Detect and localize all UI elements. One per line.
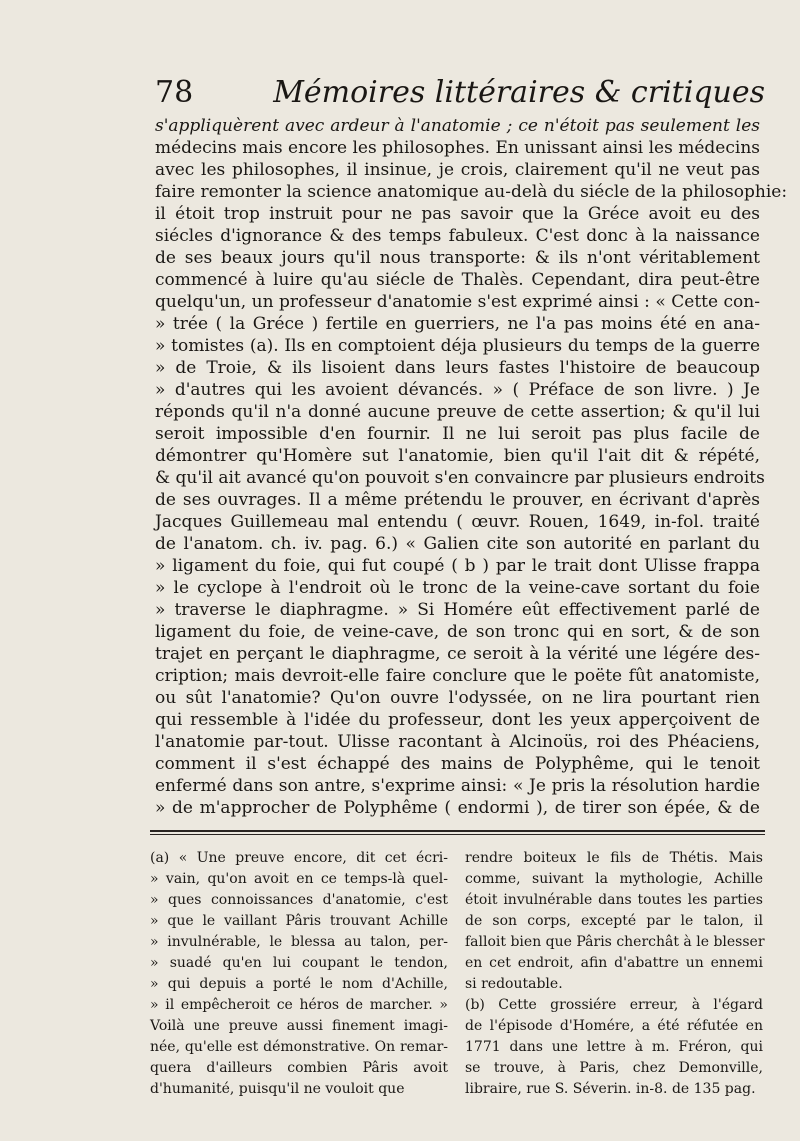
body-line: » trée ( la Gréce ) fertile en guerriers, ne l'a pas moins été en ana- (155, 314, 760, 334)
footnote-line: 1771 dans une lettre à m. Fréron, qui (465, 1039, 763, 1055)
body-line: l'anatomie par-tout. Ulisse racontant à Alcinoüs, roi des Phéaciens, (155, 732, 760, 752)
body-line: » de m'approcher de Polyphême ( endormi ), de tirer son épée, & de (155, 798, 760, 818)
body-line: de l'anatom. ch. iv. pag. 6.) « Galien cite son autorité en parlant du (155, 534, 760, 554)
footnote-line: de son corps, excepté par le talon, il (465, 913, 763, 929)
footnotes-right-column (465, 848, 763, 1100)
body-line: il étoit trop instruit pour ne pas savoir que la Gréce avoit eu des (155, 204, 760, 224)
body-line: ou sût l'anatomie? Qu'on ouvre l'odyssée, on ne lira pourtant rien (155, 688, 760, 708)
body-line: » tomistes (a). Ils en comptoient déja plusieurs du temps de la guerre (155, 336, 760, 356)
body-line: comment il s'est échappé des mains de Polyphême, qui le tenoit (155, 754, 760, 774)
footnote-line: » vain, qu'on avoit en ce temps-là quel- (150, 871, 448, 887)
body-line: » de Troie, & ils lisoient dans leurs fastes l'histoire de beaucoup (155, 358, 760, 378)
body-line: s'appliquèrent avec ardeur à l'anatomie ; ce n'étoit pas seulement les (155, 116, 760, 136)
body-line: » traverse le diaphragme. » Si Homére eût effectivement parlé de (155, 600, 760, 620)
footnote-line: rendre boiteux le fils de Thétis. Mais (465, 850, 763, 866)
running-title: Mémoires littéraires & critiques (273, 75, 765, 110)
body-line: qui ressemble à l'idée du professeur, dont les yeux apperçoivent de (155, 710, 760, 730)
footnote-line: se trouve, à Paris, chez Demonville, (465, 1060, 763, 1076)
body-line: » ligament du foie, qui fut coupé ( b ) par le trait dont Ulisse frappa (155, 556, 760, 576)
body-line: Jacques Guillemeau mal entendu ( œuvr. Rouen, 1649, in-fol. traité (155, 512, 760, 532)
body-line: enfermé dans son antre, s'exprime ainsi: « Je pris la résolution hardie (155, 776, 760, 796)
body-line: faire remonter la science anatomique au-delà du siécle de la philosophie: (155, 182, 788, 202)
body-line: ligament du foie, de veine-cave, de son tronc qui en sort, & de son (155, 622, 760, 642)
footnote-line: » que le vaillant Pâris trouvant Achille (150, 913, 448, 929)
footnote-line: née, qu'elle est démonstrative. On remar- (150, 1039, 448, 1055)
body-line: » le cyclope à l'endroit où le tronc de la veine-cave sortant du foie (155, 578, 760, 598)
footnote-line: libraire, rue S. Séverin. in-8. de 135 pag. (465, 1081, 756, 1097)
footnote-line: en cet endroit, afin d'abattre un ennemi (465, 955, 763, 971)
page-number: 78 (155, 75, 194, 110)
body-line: médecins mais encore les philosophes. En unissant ainsi les médecins (155, 138, 760, 158)
footnote-line: si redoutable. (465, 976, 563, 992)
footnote-rule (150, 830, 765, 832)
footnote-line: » invulnérable, le blessa au talon, per- (150, 934, 448, 950)
footnote-line: » qui depuis a porté le nom d'Achille, (150, 976, 448, 992)
body-line: » d'autres qui les avoient dévancés. » ( Préface de son livre. ) Je (155, 380, 760, 400)
footnote-line: (b) Cette grossiére erreur, à l'égard (465, 997, 763, 1013)
body-line: démontrer qu'Homère sut l'anatomie, bien qu'il l'ait dit & répété, (155, 446, 760, 466)
body-line: réponds qu'il n'a donné aucune preuve de cette assertion; & qu'il lui (155, 402, 760, 422)
footnote-line: de l'épisode d'Homére, a été réfutée en (465, 1018, 763, 1034)
footnote-line: d'humanité, puisqu'il ne vouloit que (150, 1081, 405, 1097)
footnote-line: comme, suivant la mythologie, Achille (465, 871, 763, 887)
body-line: commencé à luire qu'au siécle de Thalès. Cependant, dira peut-être (155, 270, 760, 290)
body-line: trajet en perçant le diaphragme, ce seroit à la vérité une légére des- (155, 644, 760, 664)
page-header (150, 75, 765, 115)
body-text (155, 115, 788, 819)
body-line: de ses beaux jours qu'il nous transporte: & ils n'ont véritablement (155, 248, 760, 268)
footnote-line: » suadé qu'en lui coupant le tendon, (150, 955, 448, 971)
footnote-line: étoit invulnérable dans toutes les parties (465, 892, 763, 908)
footnote-line: » il empêcheroit ce héros de marcher. » (150, 997, 448, 1013)
body-line: seroit impossible d'en fournir. Il ne lui seroit pas plus facile de (155, 424, 760, 444)
footnote-line: falloit bien que Pâris cherchât à le blesser (465, 934, 765, 950)
footnote-line: (a) « Une preuve encore, dit cet écri- (150, 850, 448, 866)
body-line: cription; mais devroit-elle faire conclure que le poëte fût anatomiste, (155, 666, 760, 686)
body-line: quelqu'un, un professeur d'anatomie s'est exprimé ainsi : « Cette con- (155, 292, 760, 312)
body-line: siécles d'ignorance & des temps fabuleux. C'est donc à la naissance (155, 226, 760, 246)
body-line: & qu'il ait avancé qu'on pouvoit s'en convaincre par plusieurs endroits (155, 468, 765, 488)
body-line: de ses ouvrages. Il a même prétendu le prouver, en écrivant d'après (155, 490, 760, 510)
footnote-line: » ques connoissances d'anatomie, c'est (150, 892, 448, 908)
body-line: avec les philosophes, il insinue, je crois, clairement qu'il ne veut pas (155, 160, 760, 180)
footnote-line: Voilà une preuve aussi finement imagi- (150, 1018, 448, 1034)
footnotes-left-column (150, 848, 448, 1100)
footnote-line: quera d'ailleurs combien Pâris avoit (150, 1060, 448, 1076)
footnote-rule-thin (150, 834, 765, 835)
